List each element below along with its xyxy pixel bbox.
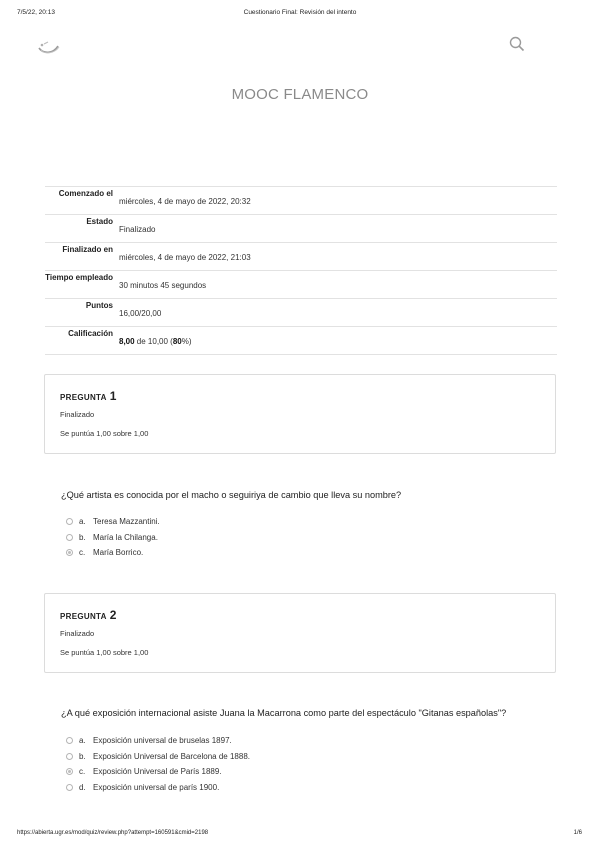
- answer-text: Teresa Mazzantini.: [93, 517, 160, 527]
- answer-option[interactable]: [66, 749, 250, 765]
- summary-label: Comenzado el: [58, 189, 113, 198]
- answer-text: Exposición Universal de Barcelona de 1888.: [93, 751, 250, 761]
- radio-button[interactable]: [66, 534, 73, 541]
- answer-list: [66, 514, 160, 561]
- answer-letter: b.: [79, 751, 86, 761]
- summary-label: Finalizado en: [62, 245, 113, 254]
- question-text: ¿A qué exposición internacional asiste Juana la Macarrona como parte del espectáculo "Gitanas españolas"?: [61, 708, 507, 718]
- question-grade: Se puntúa 1,00 sobre 1,00: [60, 429, 149, 438]
- radio-button[interactable]: [66, 753, 73, 760]
- summary-value: miércoles, 4 de mayo de 2022, 21:03: [119, 253, 251, 262]
- search-icon: [509, 36, 525, 52]
- answer-option[interactable]: [66, 545, 160, 561]
- print-document-title: Cuestionario Final: Revisión del intento: [243, 9, 357, 16]
- question-info-box: [44, 374, 556, 454]
- answer-letter: d.: [79, 782, 86, 792]
- answer-option[interactable]: [66, 530, 160, 546]
- answer-option[interactable]: [66, 764, 250, 780]
- summary-row: [45, 271, 557, 299]
- summary-row: [45, 215, 557, 243]
- answer-option[interactable]: [66, 780, 250, 796]
- summary-row: [45, 187, 557, 215]
- question-label: PREGUNTA 1: [60, 389, 117, 403]
- answer-text: Exposición universal de bruselas 1897.: [93, 736, 232, 746]
- summary-grade: 8,00 de 10,00 (80%): [119, 337, 192, 346]
- attempt-summary-table: [45, 186, 557, 355]
- summary-row: [45, 327, 557, 355]
- summary-label: Tiempo empleado: [45, 273, 113, 282]
- summary-row: [45, 243, 557, 271]
- grade-value: 8,00: [119, 337, 135, 346]
- question-state: Finalizado: [60, 410, 95, 419]
- question-text: ¿Qué artista es conocida por el macho o seguiriya de cambio que lleva su nombre?: [61, 490, 402, 500]
- summary-label: Estado: [86, 217, 113, 226]
- summary-value: 30 minutos 45 segundos: [119, 281, 207, 290]
- answer-letter: c.: [79, 767, 86, 777]
- radio-button-selected[interactable]: [66, 768, 73, 775]
- answer-letter: a.: [79, 517, 86, 527]
- summary-value: 16,00/20,00: [119, 309, 162, 318]
- answer-text: Exposición Universal de París 1889.: [93, 767, 222, 777]
- question-number: 1: [109, 389, 117, 403]
- question-grade: Se puntúa 1,00 sobre 1,00: [60, 648, 149, 657]
- answer-text: María Borrico.: [93, 548, 144, 558]
- print-date: 7/5/22, 20:13: [17, 9, 55, 16]
- answer-option[interactable]: [66, 733, 250, 749]
- answer-letter: c.: [79, 548, 86, 558]
- summary-label: Calificación: [68, 329, 113, 338]
- summary-label: Puntos: [85, 301, 113, 310]
- radio-button-selected[interactable]: [66, 549, 73, 556]
- answer-text: Exposición universal de parís 1900.: [93, 782, 220, 792]
- answer-text: María la Chilanga.: [93, 532, 158, 542]
- answer-letter: b.: [79, 532, 86, 542]
- print-url: https://abierta.ugr.es/mod/quiz/review.php?attempt=160591&cmid=2198: [17, 830, 209, 836]
- summary-value: Finalizado: [119, 225, 156, 234]
- radio-button[interactable]: [66, 518, 73, 525]
- site-title: MOOC FLAMENCO: [231, 86, 369, 103]
- summary-value: miércoles, 4 de mayo de 2022, 20:32: [119, 197, 251, 206]
- question-info-box: [44, 593, 556, 673]
- grade-percent: 80: [172, 337, 182, 346]
- question-number: 2: [109, 608, 117, 622]
- radio-button[interactable]: [66, 784, 73, 791]
- answer-option[interactable]: [66, 514, 160, 530]
- question-label: PREGUNTA 2: [60, 608, 117, 622]
- logo-icon[interactable]: [36, 36, 62, 58]
- answer-list: [66, 733, 250, 795]
- radio-button[interactable]: [66, 737, 73, 744]
- question-state: Finalizado: [60, 629, 95, 638]
- answer-letter: a.: [79, 736, 86, 746]
- summary-row: [45, 299, 557, 327]
- search-button[interactable]: [509, 36, 527, 54]
- page-number: 1/6: [573, 830, 582, 836]
